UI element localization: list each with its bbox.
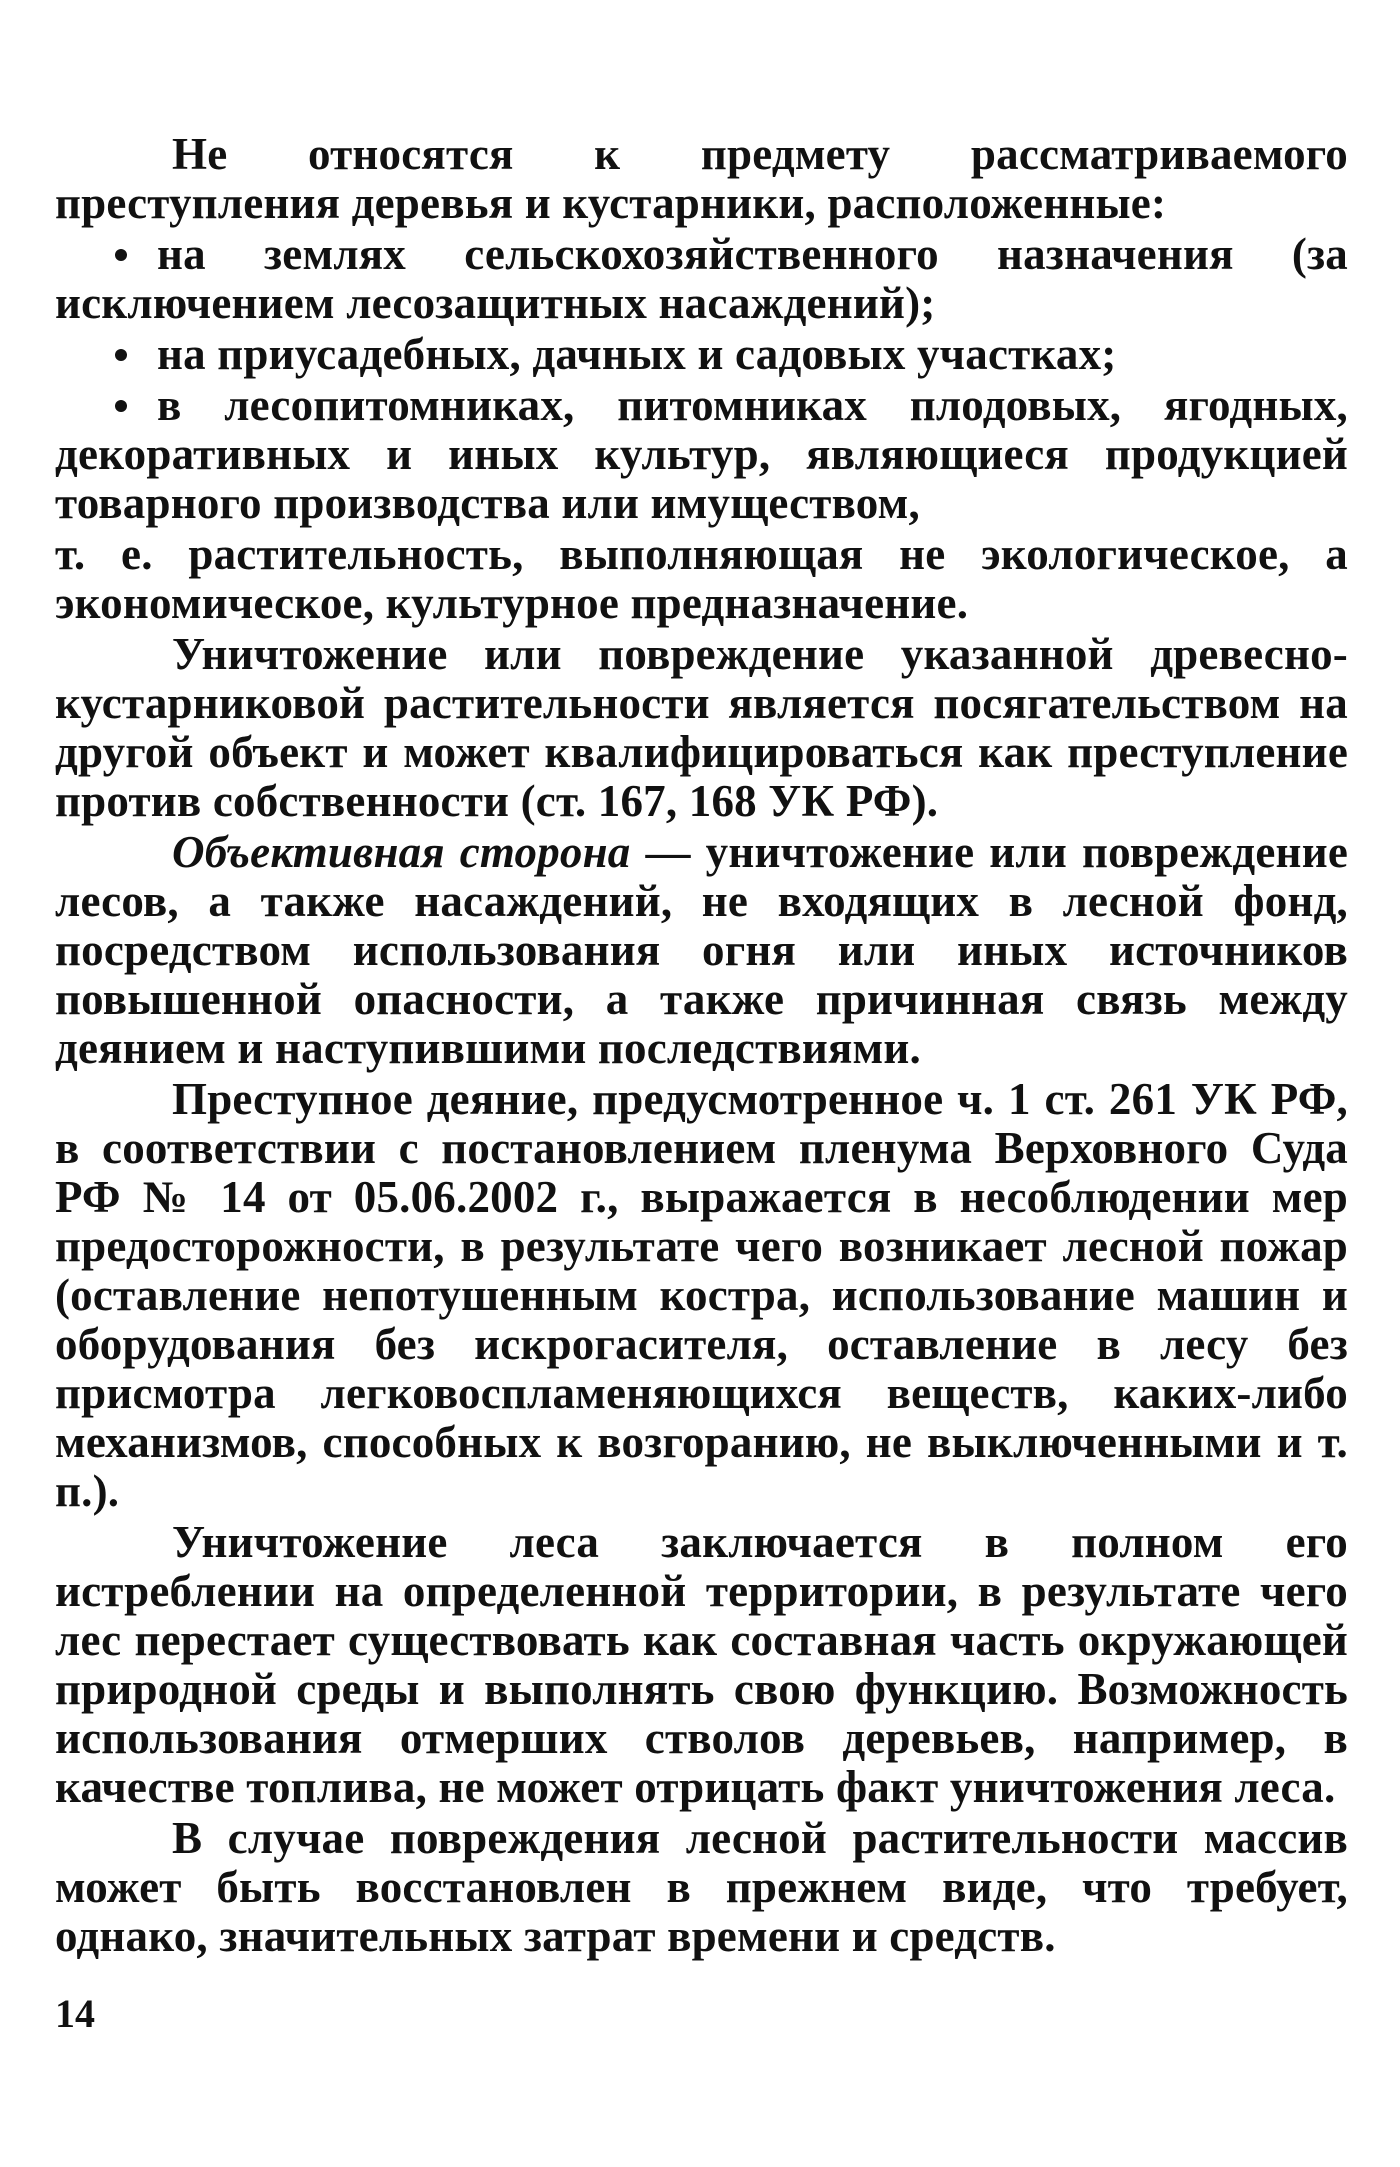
objective-side-term: Объективная сторона (172, 827, 631, 877)
bullet-item-2 (55, 330, 1348, 379)
bullet-icon (115, 249, 127, 261)
paragraph-4: Преступное деяние, предусмотренное ч. 1 ст. 261 УК РФ, в соответствии с постановлением пленума Верховного Суда РФ № 14 от 05.06.2002 г., выражается в несоблюдении мер предосторожности, в результате чего возникает лесной пожар (оставление непотушенным костра, использование машин и оборудования без искрогасителя, оставление в лесу без присмотра легковоспламеняющихся веществ, каких-либо механизмов, способных к возгоранию, не выключенными и т. п.). (55, 1074, 1348, 1516)
intro-paragraph: Не относятся к предмету рассматриваемого преступления деревья и кустарники, расположенные: (55, 129, 1348, 228)
bullet-text: в лесопитомниках, питомниках плодовых, ягодных, декоративных и иных культур, являющиеся продукцией товарного производства или имуществом, (55, 380, 1348, 528)
paragraph-2: Уничтожение или повреждение указанной древесно-кустарниковой растительности является посягательством на другой объект и может квалифицироваться как преступление против собственности (ст. 167, 168 УК РФ). (55, 629, 1348, 826)
paragraph-3-text: — уничтожение или повреждение лесов, а также насаждений, не входящих в лесной фонд, посредством использования огня или иных источников повышенной опасности, а также причинная связь между деянием и наступившими последствиями. (55, 827, 1348, 1073)
bullet-item-1 (55, 230, 1348, 328)
page-body (55, 130, 1348, 1963)
bullet-icon (115, 349, 127, 361)
bullet-icon (115, 400, 127, 412)
after-bullets-paragraph: т. е. растительность, выполняющая не экологическое, а экономическое, культурное предназначение. (55, 529, 1348, 628)
bullet-text: на приусадебных, дачных и садовых участках; (157, 329, 1117, 379)
bullet-item-3 (55, 381, 1348, 528)
bullet-text: на землях сельскохозяйственного назначения (за исключением лесозащитных насаждений); (55, 229, 1348, 328)
paragraph-5: Уничтожение леса заключается в полном его истреблении на определенной территории, в результате чего лес перестает существовать как составная часть окружающей природной среды и выполнять свою функцию. Возможность использования отмерших стволов деревьев, например, в качестве топлива, не может отрицать факт уничтожения леса. (55, 1517, 1348, 1812)
paragraph-6: В случае повреждения лесной растительности массив может быть восстановлен в прежнем виде, что требует, однако, значительных затрат времени и средств. (55, 1813, 1348, 1961)
paragraph-3 (55, 828, 1348, 1073)
page-number: 14 (55, 1991, 95, 2036)
